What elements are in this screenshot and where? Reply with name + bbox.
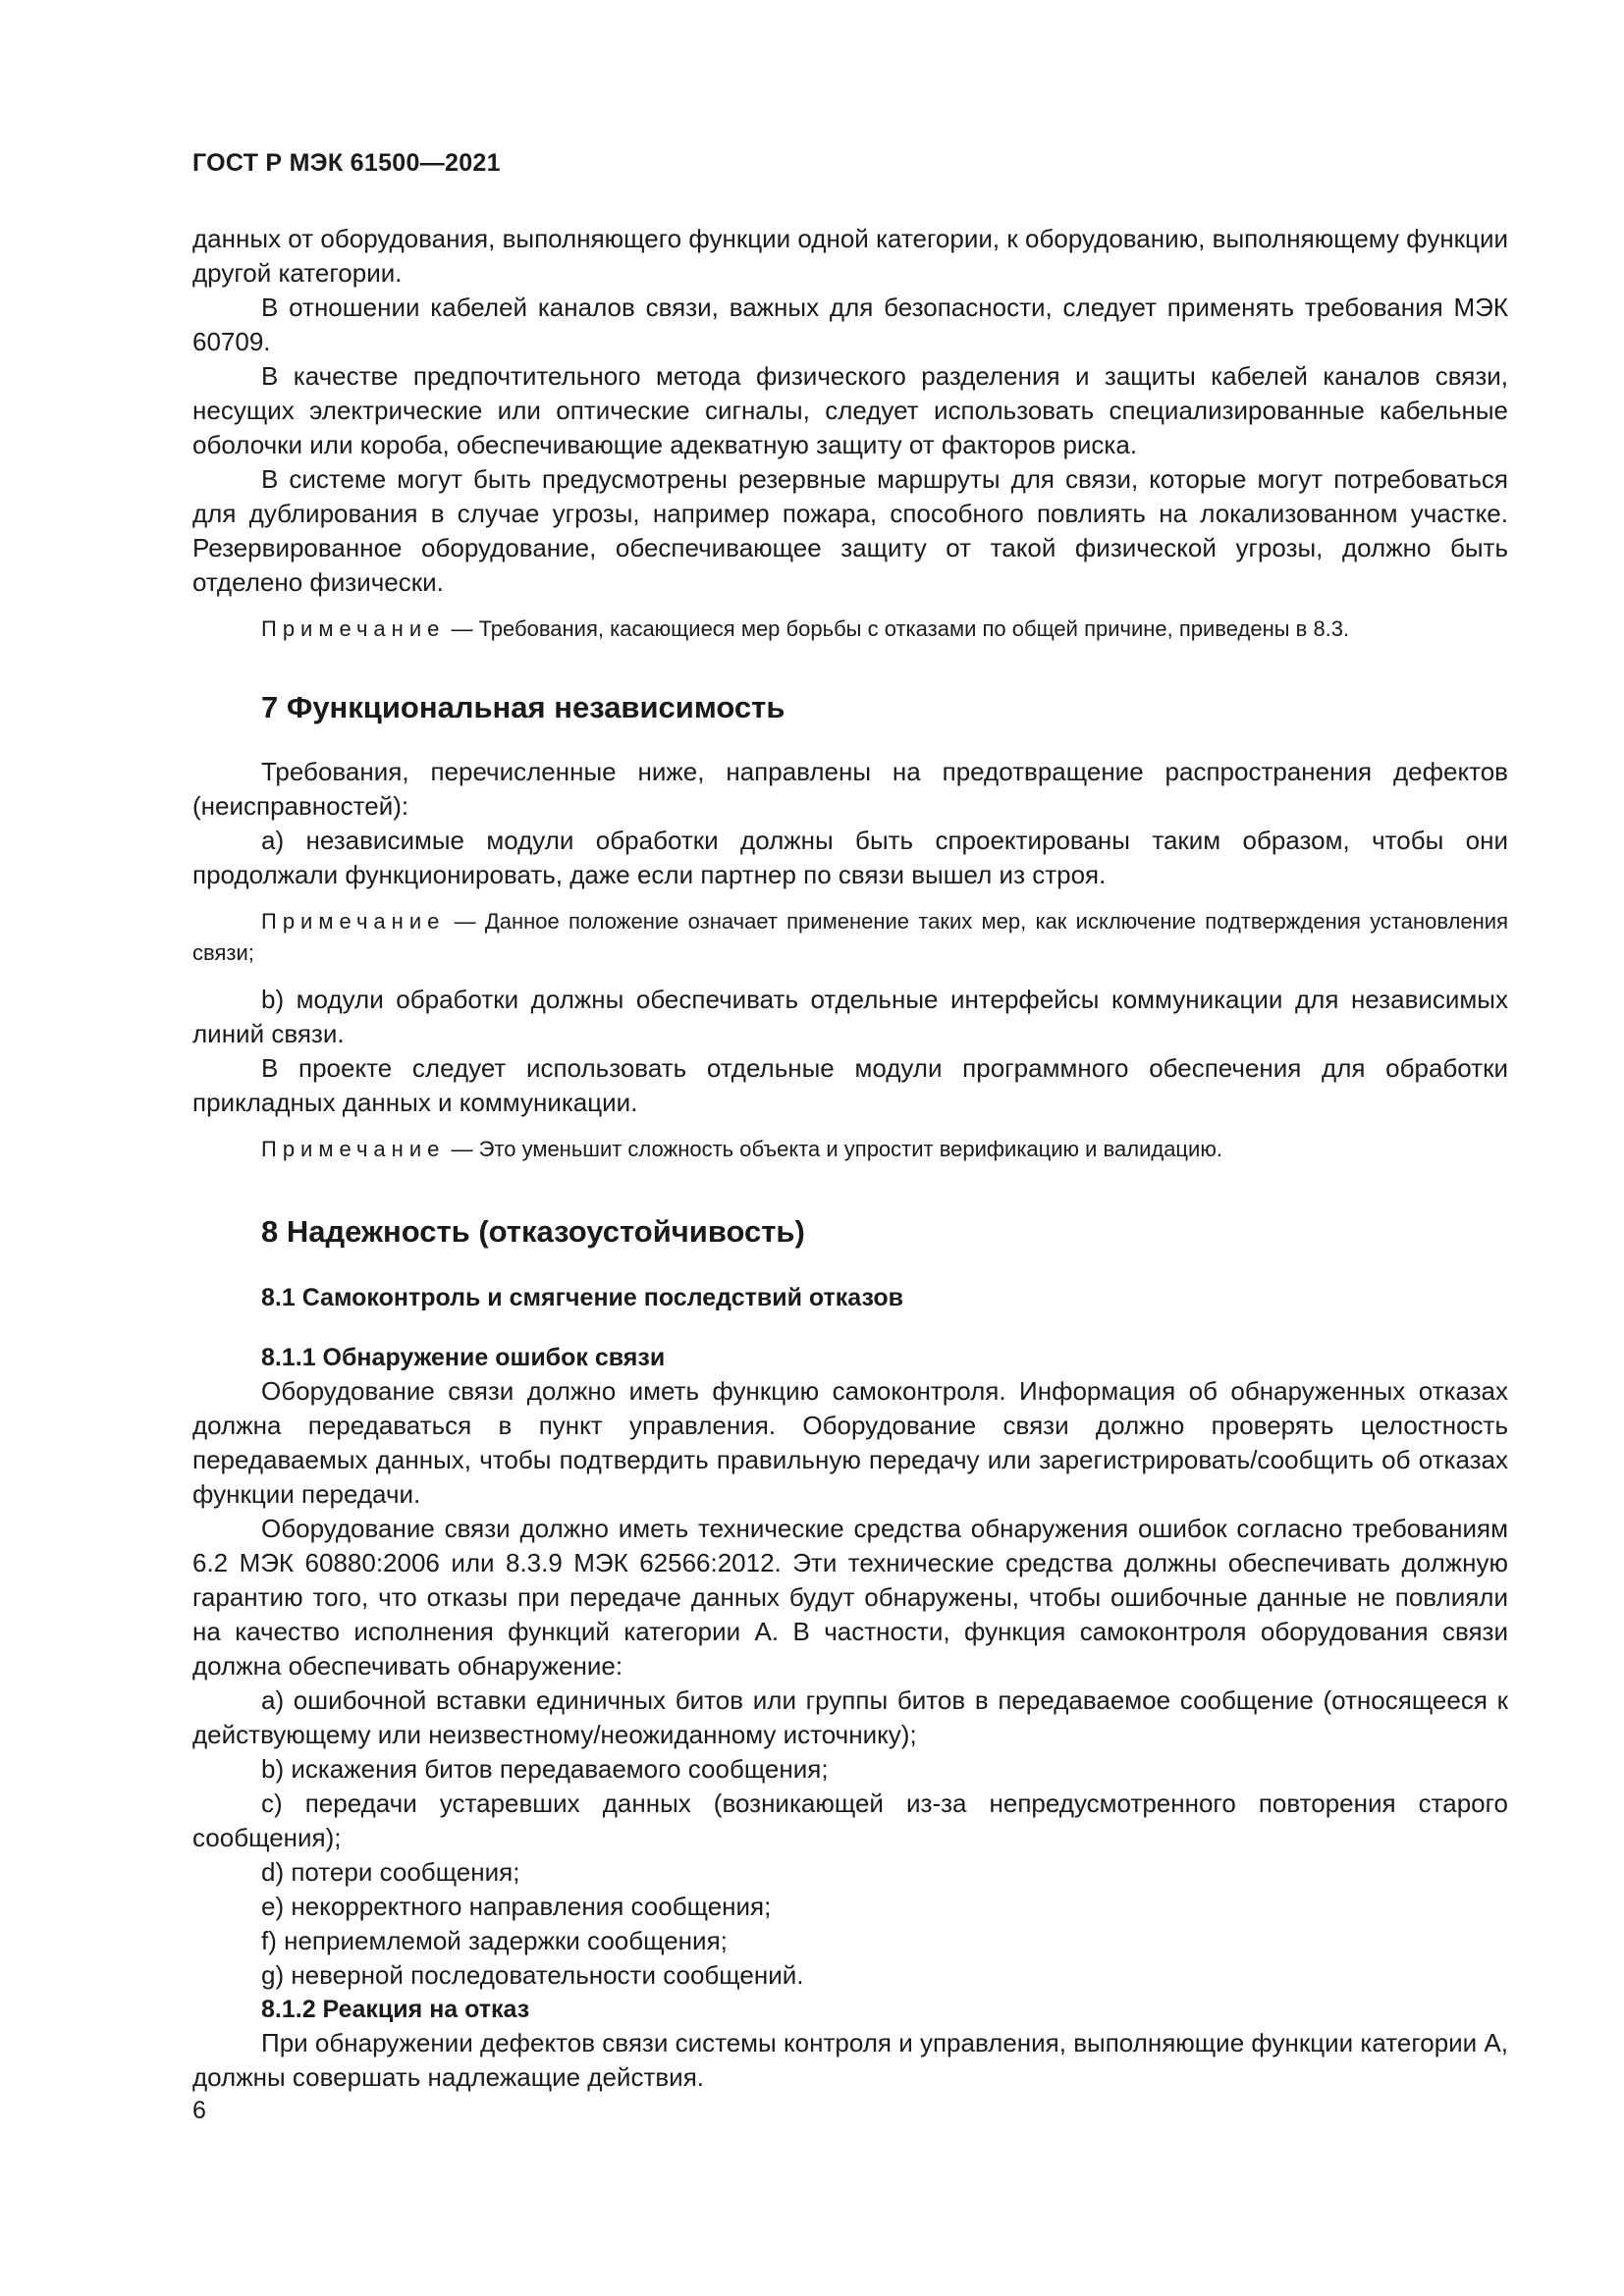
- list-item: f) неприемлемой задержки сообщения;: [261, 1926, 728, 1955]
- paragraph-redundant-routes: В системе могут быть предусмотрены резервные маршруты для связи, которые могут потребоваться для дублирования в случае угрозы, например пожара, способного повлиять на локализованном участке. Резервированное оборудование, обеспечивающее защиту от такой физической угрозы, должно быть отделено физически.: [192, 464, 1508, 597]
- paragraph-physical-separation: В качестве предпочтительного метода физического разделения и защиты кабелей каналов связи, несущих электрические или оптические сигналы, следует использовать специализированные кабельные оболочки или короба, обеспечивающие адекватную защиту от факторов риска.: [192, 361, 1508, 459]
- note-text: — Это уменьшит сложность объекта и упростит верификацию и валидацию.: [451, 1137, 1222, 1161]
- note-complexity: [192, 1134, 1508, 1165]
- subsection-8-1-1-paragraph-2: Оборудование связи должно иметь технические средства обнаружения ошибок согласно требованиям 6.2 МЭК 60880:2006 или 8.3.9 МЭК 62566:2012. Эти технические средства должны обеспечивать должную гарантию того, что отказы при передаче данных будут обнаружены, чтобы ошибочные данные не повлияли на качество исполнения функций категории А. В частности, функция самоконтроля оборудования связи должна обеспечивать обнаружение:: [192, 1514, 1508, 1681]
- note-handshake: [192, 906, 1508, 969]
- paragraph-cables: В отношении кабелей каналов связи, важных для безопасности, следует применять требования МЭК 60709.: [192, 293, 1508, 356]
- list-item: а) ошибочной вставки единичных битов или группы битов в передаваемое сообщение (относящееся к действующему или неизвестному/неожиданному источнику);: [192, 1685, 1508, 1749]
- note-common-cause: [192, 614, 1508, 645]
- list-item: е) некорректного направления сообщения;: [261, 1892, 772, 1921]
- paragraph-continuation: данных от оборудования, выполняющего функции одной категории, к оборудованию, выполняющему функции другой категории.: [192, 224, 1508, 288]
- section-8-title: 8 Надежность (отказоустойчивость): [261, 1214, 805, 1249]
- section-7-project-paragraph: В проекте следует использовать отдельные модули программного обеспечения для обработки прикладных данных и коммуникации.: [192, 1053, 1508, 1117]
- subsection-8-1-title: 8.1 Самоконтроль и смягчение последствий отказов: [261, 1284, 903, 1311]
- list-item: g) неверной последовательности сообщений.: [261, 1960, 804, 1990]
- section-7-intro: Требования, перечисленные ниже, направлены на предотвращение распространения дефектов (неисправностей):: [192, 757, 1508, 821]
- document-header: ГОСТ Р МЭК 61500—2021: [192, 149, 501, 177]
- list-item: b) искажения битов передаваемого сообщения;: [261, 1754, 829, 1784]
- list-item: d) потери сообщения;: [261, 1857, 520, 1887]
- list-item: с) передачи устаревших данных (возникающей из-за непредусмотренного повторения старого сообщения);: [192, 1789, 1508, 1852]
- section-7-item-a: а) независимые модули обработки должны быть спроектированы таким образом, чтобы они продолжали функционировать, даже если партнер по связи вышел из строя.: [192, 826, 1508, 889]
- subsection-8-1-2-paragraph: При обнаружении дефектов связи системы контроля и управления, выполняющие функции категории А, должны совершать надлежащие действия.: [192, 2028, 1508, 2092]
- section-7-title: 7 Функциональная независимость: [261, 690, 785, 724]
- page-content: [192, 222, 1508, 2095]
- note-text: — Требования, касающиеся мер борьбы с отказами по общей причине, приведены в 8.3.: [451, 616, 1350, 641]
- page-number: 6: [192, 2097, 206, 2124]
- note-label: Примечание: [261, 909, 446, 934]
- note-label: Примечание: [261, 616, 446, 641]
- subsection-8-1-1-title: 8.1.1 Обнаружение ошибок связи: [261, 1344, 666, 1371]
- subsection-8-1-1-paragraph-1: Оборудование связи должно иметь функцию самоконтроля. Информация об обнаруженных отказах должна передаваться в пункт управления. Оборудование связи должно проверять целостность передаваемых данных, чтобы подтвердить правильную передачу или зарегистрировать/сообщить об отказах функции передачи.: [192, 1376, 1508, 1509]
- note-label: Примечание: [261, 1137, 446, 1161]
- subsection-8-1-2-title: 8.1.2 Реакция на отказ: [261, 1996, 530, 2023]
- note-text: — Данное положение означает применение таких мер, как исключение подтверждения установления связи;: [192, 909, 1508, 965]
- section-7-item-b: b) модули обработки должны обеспечивать отдельные интерфейсы коммуникации для независимых линий связи.: [192, 985, 1508, 1048]
